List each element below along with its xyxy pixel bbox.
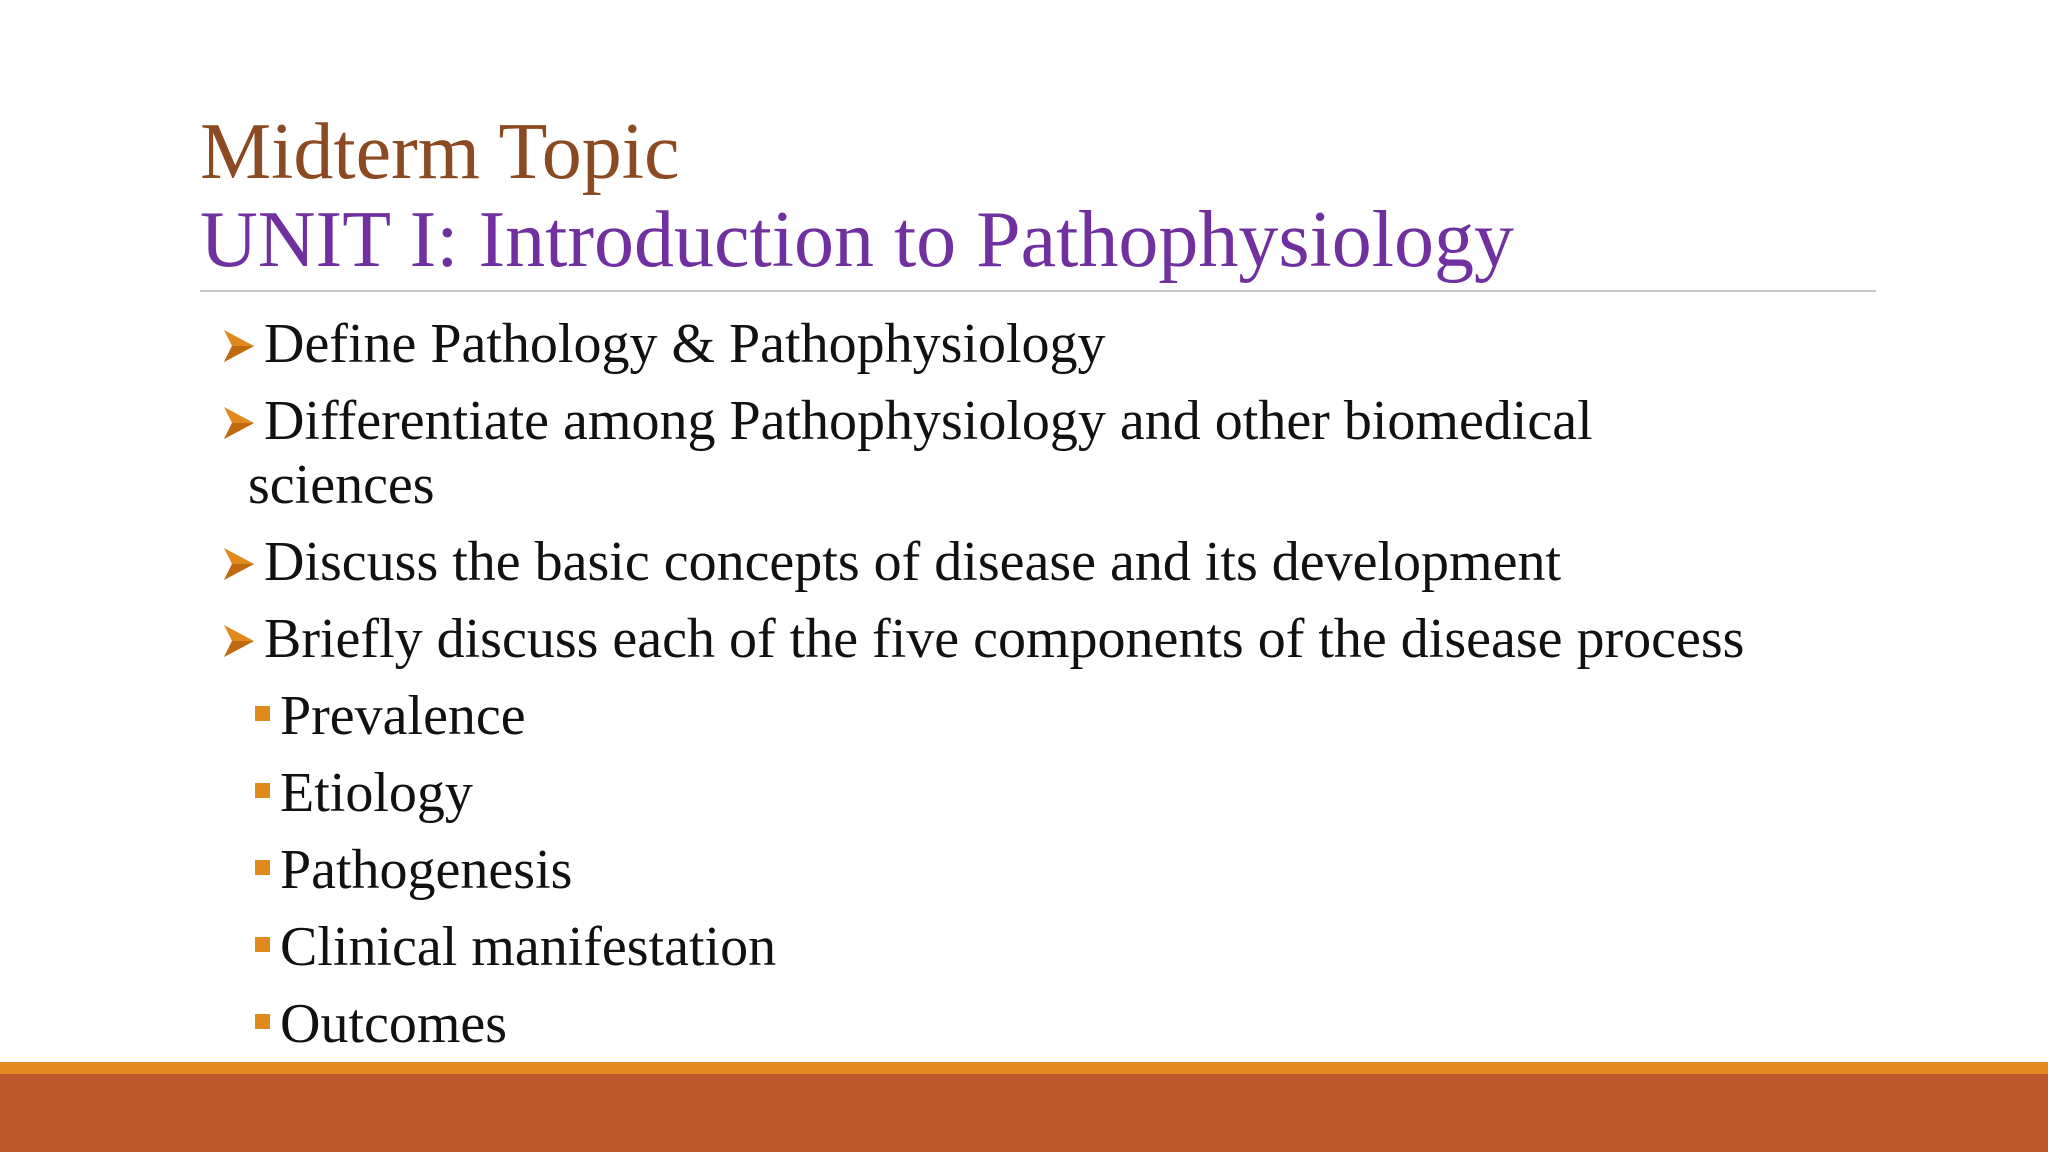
bullet-text: Define Pathology & Pathophysiology (264, 313, 1106, 375)
square-bullet-icon (255, 860, 270, 875)
square-bullet-icon (255, 937, 270, 952)
slide-title (200, 108, 1880, 284)
bullet-item (220, 312, 1880, 376)
title-line-unit: UNIT I: Introduction to Pathophysiology (200, 196, 1514, 284)
sub-bullet-text: Clinical manifestation (280, 916, 777, 978)
arrow-bullet-icon (220, 544, 260, 584)
square-bullet-icon (255, 706, 270, 721)
slide-body (220, 312, 1880, 1069)
sub-bullet-text: Pathogenesis (280, 839, 573, 901)
sub-bullet-text: Etiology (280, 762, 473, 824)
arrow-bullet-icon (220, 621, 260, 661)
sub-bullet-item (220, 915, 1880, 979)
square-bullet-icon (255, 1014, 270, 1029)
title-line-midterm-topic: Midterm Topic (200, 108, 680, 196)
bullet-text: Differentiate among Pathophysiology and other biomedical (264, 390, 1593, 452)
sub-bullet-text: Outcomes (280, 993, 508, 1055)
square-bullet-icon (255, 783, 270, 798)
sub-bullet-item (220, 684, 1880, 748)
sub-bullet-text: Prevalence (280, 685, 526, 747)
bullet-item (220, 530, 1880, 594)
bullet-item (220, 389, 1880, 517)
arrow-bullet-icon (220, 326, 260, 366)
footer-accent-stripe (0, 1062, 2048, 1074)
arrow-bullet-icon (220, 403, 260, 443)
sub-bullet-item (220, 761, 1880, 825)
bullet-text: Briefly discuss each of the five components of the disease process (264, 608, 1745, 670)
title-divider (200, 290, 1876, 292)
footer-band (0, 1074, 2048, 1152)
sub-bullet-item (220, 838, 1880, 902)
bullet-text: Discuss the basic concepts of disease and its development (264, 531, 1561, 593)
bullet-text-continuation: sciences (248, 454, 435, 516)
sub-bullet-item (220, 992, 1880, 1056)
bullet-item (220, 607, 1880, 671)
